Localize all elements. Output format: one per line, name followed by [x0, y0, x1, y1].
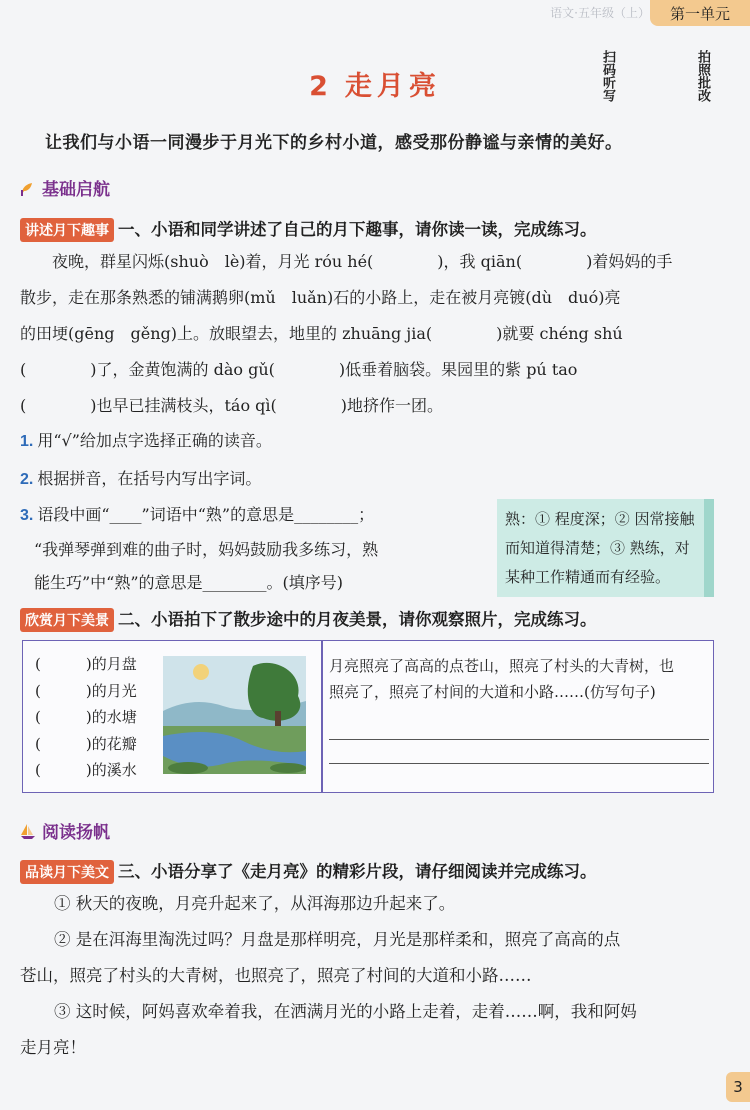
answer-line[interactable]	[329, 763, 709, 764]
fill-list	[35, 651, 137, 784]
question-1-title	[20, 216, 597, 242]
fill-item[interactable]: ( )的月盘	[35, 655, 137, 673]
unit-tab: 第一单元	[650, 0, 750, 26]
photo-correct-label[interactable]: 拍照批改	[695, 50, 710, 102]
fill-item[interactable]: ( )的月光	[35, 681, 137, 700]
question-text: 三、小语分享了《走月亮》的精彩片段，请仔细阅读并完成练习。	[118, 862, 597, 881]
section-heading-label: 基础启航	[42, 180, 110, 200]
passage-line: 走月亮！	[20, 1038, 86, 1057]
lesson-number: 2	[309, 71, 333, 102]
exercise-item-3: 3. 语段中画“____”词语中“熟”的意思是________；	[20, 505, 375, 524]
question-tag: 讲述月下趣事	[20, 218, 114, 242]
moonlit-landscape-image	[163, 656, 306, 774]
question-tag: 欣赏月下美景	[20, 608, 114, 632]
exercise-item-2: 2. 根据拼音，在括号内写出字词。	[20, 469, 262, 488]
answer-line[interactable]	[329, 739, 709, 740]
photo-divider	[321, 641, 323, 792]
exercise-item-1: 1. 用“√”给加点字选择正确的读音。	[20, 431, 272, 450]
intro-text: 让我们与小语一同漫步于月光下的乡村小道，感受那份静谧与亲情的美好。	[45, 133, 623, 153]
header-faint-text: 语文·五年级（上）	[550, 6, 650, 20]
photo-exercise-box	[22, 640, 714, 793]
section-heading-label: 阅读扬帆	[42, 823, 110, 843]
story-line: ( )了，金黄饱满的 dào gǔ( )低垂着脑袋。果园里的紫 pú tao	[20, 360, 578, 379]
page-number: 3	[726, 1072, 750, 1102]
story-line: 的田埂(gēng gěng)上。放眼望去，地里的 zhuāng jia( )就要 chéng shú	[20, 324, 623, 343]
fill-item[interactable]: ( )的水塘	[35, 708, 137, 726]
passage-line: 苍山，照亮了村头的大青树，也照亮了，照亮了村间的大道和小路……	[20, 966, 532, 985]
passage-line: ② 是在洱海里淘洗过吗？月盘是那样明亮，月光是那样柔和，照亮了高高的点	[54, 930, 621, 949]
sailboat-icon	[18, 821, 38, 841]
question-2-title	[20, 606, 597, 632]
question-tag: 品读月下美文	[20, 860, 114, 884]
story-line: 夜晚，群星闪烁(shuò lè)着，月光 róu hé( )，我 qiān( )着妈妈的手	[52, 252, 673, 271]
passage-line: ③ 这时候，阿妈喜欢牵着我，在洒满月光的小路上走着，走着……啊，我和阿妈	[54, 1002, 637, 1021]
reading-passage	[20, 886, 720, 1066]
section-heading-basic	[18, 175, 110, 200]
story-line: ( )也早已挂满枝头，táo qì( )地挤作一团。	[20, 396, 444, 415]
question-3-title	[20, 858, 597, 884]
exercise-item-3-cont: “我弹琴弹到难的曲子时，妈妈鼓励我多练习，熟	[34, 540, 379, 559]
imitate-prompt: 月亮照亮了高高的点苍山，照亮了村头的大青树，也 照亮了，照亮了村间的大道和小路……(仿写句子)	[329, 657, 675, 701]
question-text: 一、小语和同学讲述了自己的月下趣事，请你读一读，完成练习。	[118, 220, 597, 239]
story-paragraph	[20, 244, 720, 424]
lesson-title	[0, 64, 750, 103]
fill-item[interactable]: ( )的花瓣	[35, 734, 137, 753]
question-text: 二、小语拍下了散步途中的月夜美景，请你观察照片，完成练习。	[118, 610, 597, 629]
lesson-title-text: 走月亮	[344, 71, 441, 102]
fill-item[interactable]: ( )的溪水	[35, 761, 137, 779]
section-heading-reading	[18, 818, 110, 843]
scan-listen-label[interactable]: 扫码听写	[600, 50, 615, 102]
story-line: 散步，走在那条熟悉的铺满鹅卵(mǔ luǎn)石的小路上，走在被月亮镀(dù duó)亮	[20, 288, 621, 307]
definition-box: 熟：① 程度深；② 因常接触而知道得清楚；③ 熟练，对某种工作精通而有经验。	[497, 499, 714, 597]
passage-line: ① 秋天的夜晚，月亮升起来了，从洱海那边升起来了。	[54, 894, 456, 913]
exercise-item-3-cont: 能生巧”中“熟”的意思是________。(填序号)	[34, 573, 344, 592]
sprout-icon	[18, 178, 38, 198]
